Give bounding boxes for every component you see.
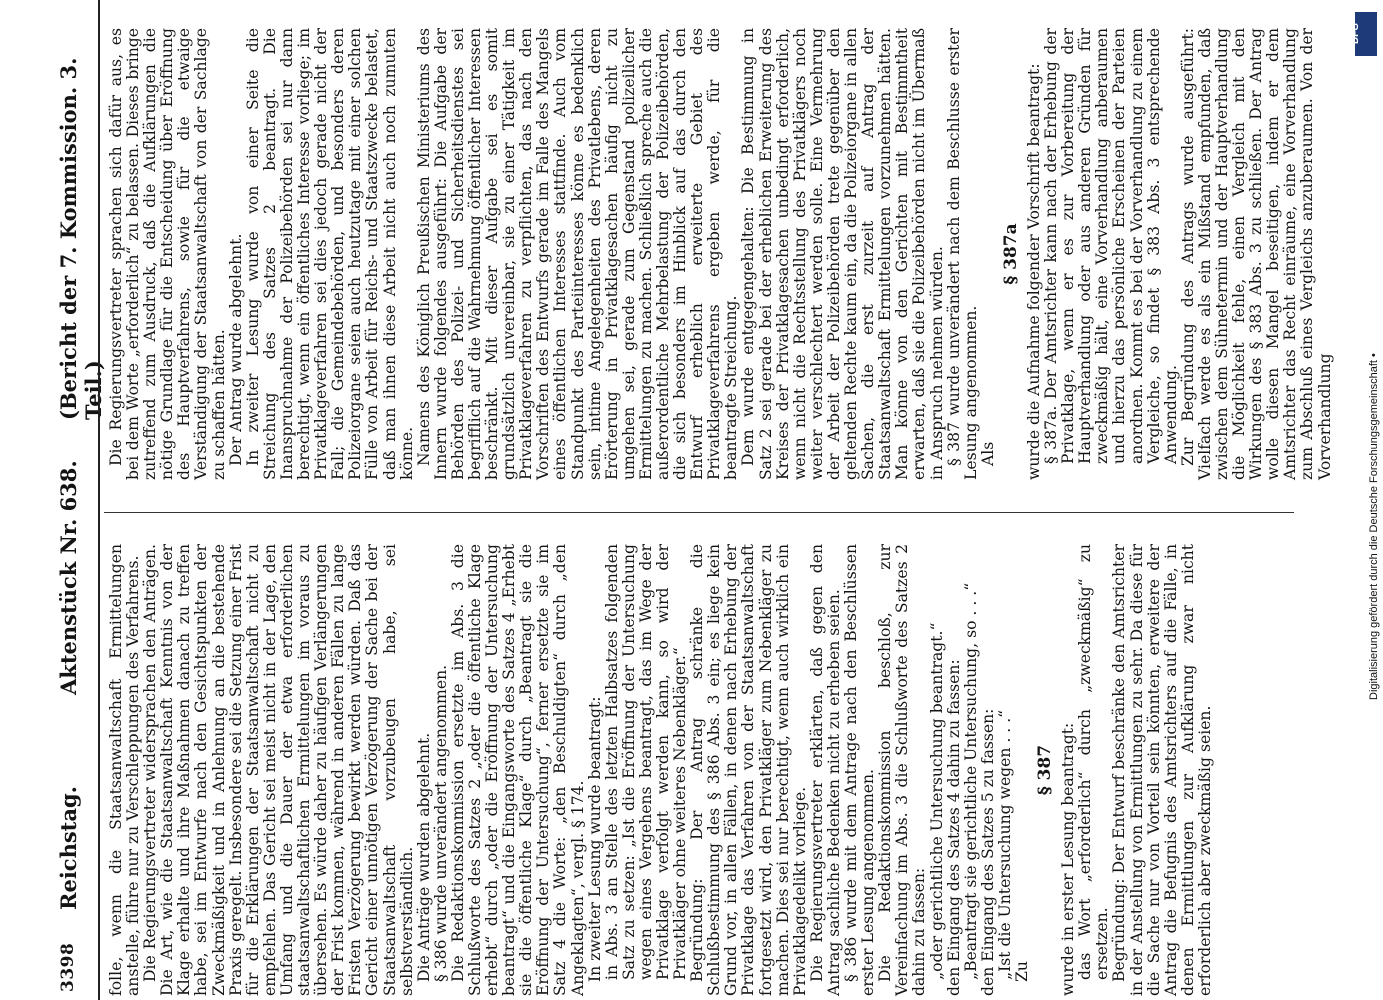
left-column-paragraph: Die Redaktionskommission beschloß, zur Vereinfachung im Abs. 3 die Schlußworte des Satzes 2 dahin zu fassen:	[876, 544, 929, 996]
left-column-paragraph: § 386 wurde mit dem Antrage nach den Beschlüssen erster Lesung angenommen.	[842, 544, 878, 996]
left-column-paragraph: wurde in erster Lesung beantragt:	[1059, 722, 1078, 996]
page-header	[46, 0, 106, 1000]
right-column-paragraph: wurde die Aufnahme folgender Vorschrift beantragt:	[1024, 63, 1043, 480]
left-column-paragraph: „Ist die Untersuchung wegen . . .“	[995, 709, 1014, 980]
left-column-paragraph: Die Regierungsvertreter erklärten, daß gegen den Antrag sachliche Bedenken nicht zu erheben seien.	[807, 544, 843, 996]
left-column-paragraph: Die Anträge wurden abgelehnt.	[414, 732, 433, 982]
digitization-credit: Digitalisierung gefördert durch die Deutsche Forschungsgemeinschaft •	[1368, 353, 1380, 700]
left-column-paragraph: Zu	[1012, 961, 1031, 982]
right-column	[107, 28, 1334, 480]
left-column-paragraph: § 386 wurde unverändert angenommen.	[431, 664, 450, 982]
page-number: 3398	[58, 942, 78, 992]
dfg-logo: DFG	[1355, 12, 1377, 56]
left-column-paragraph: das Wort „erforderlich“ durch „zweckmäßig“ zu ersetzen.	[1076, 544, 1112, 980]
left-column-paragraph: § 387	[1035, 744, 1056, 796]
document-page	[46, 0, 1334, 1000]
left-column-paragraph: Begründung: Der Antrag schränke die Schlußbestimmung des § 386 Abs. 3 ein; es liege kein Grund vor, in allen Fällen, in denen nach Erhebung der Privatklage das Verfahren von der Staatsanwaltschaft fortgesetzt wird, den Privatkläger zum Nebenkläger zu machen. Dies sei nur berechtigt, wenn auch wirklich ein Privatklagedelikt vorliege.	[688, 544, 809, 996]
left-column-paragraph: den Eingang des Satzes 5 zu fassen:	[978, 708, 997, 996]
left-column-paragraph: „oder gerichtliche Untersuchung beantragt.“	[927, 622, 946, 980]
header-title-right: (Bericht der 7. Kommission. 3. Teil.)	[56, 57, 106, 420]
right-column-paragraph: § 387a. Der Amtsrichter kann nach der Erhebung der Privatklage, wenn er es zur Vorbereitung der Hauptverhandlung oder aus anderen Gründen für zweckmäßig hält, eine Vorverhandlung anberaumen und hierzu das persönliche Erscheinen der Parteien anordnen. Kommt es bei der Vorverhandlung zu einem Vergleiche, so findet § 383 Abs. 3 entsprechende Anwendung.	[1042, 28, 1180, 464]
header-rule	[98, 0, 100, 1000]
right-column-paragraph: In zweiter Lesung wurde von einer Seite die Streichung des Satzes 2 beantragt. Die Inanspruchnahme der Polizeibehörden sei nur dann berechtigt, wenn ein öffentliches Interesse vorliege; im Privatklageverfahren sei dies jedoch gerade nicht der Fall; die Gemeindebehörden, und besonders deren Polizeiorgane seien auch heutzutage mit einer solchen Fülle von Arbeit für Reichs- und Staatszwecke belastet, daß man ihnen diese Arbeit nicht auch noch zumuten könne.	[243, 28, 416, 480]
right-column-paragraph: § 387a	[1000, 223, 1021, 285]
left-column	[108, 544, 1298, 996]
header-title-mid: Aktenstück Nr. 638.	[56, 460, 81, 695]
right-column-paragraph: § 387 wurde unverändert nach dem Beschlusse erster Lesung angenommen.	[944, 28, 980, 480]
left-column-paragraph: folle, wenn die Staatsanwaltschaft Ermittelungen anstelle, führe nur zu Verschleppungen des Verfahrens.	[107, 544, 143, 996]
left-column-paragraph: In zweiter Lesung wurde beantragt:	[585, 696, 604, 982]
header-title-left: Reichstag.	[56, 786, 81, 910]
right-column-paragraph: Die Regierungsvertreter sprachen sich dafür aus, es bei dem Worte „erforderlich“ zu belassen. Dieses bringe zutreffend zum Ausdruck, daß die Aufklärungen die nötige Grundlage für die Entscheidung über Eröffnung des Hauptverfahrens, sowie für die etwaige Verständigung der Staatsanwaltschaft von der Sachlage zu schaffen hätten.	[107, 28, 228, 480]
left-column-paragraph: „Beantragt sie gerichtliche Untersuchung, so . . .“	[961, 582, 980, 980]
column-divider	[104, 512, 1294, 513]
right-column-paragraph: Dem wurde entgegengehalten: Die Bestimmung in Satz 2 sei gerade bei der erheblichen Erweiterung des Kreises der Privatklagesachen unbedingt erforderlich, wenn nicht die Rechtsstellung des Privatklägers noch weiter verschlechtert werden solle. Eine Vermehrung der Arbeit der Polizeibehörden trete gegenüber den geltenden Rechte kaum ein, da die Polizeiorgane in allen Sachen, die erst zurzeit auf Antrag der Staatsanwaltschaft Ermittelungen vorzunehmen hätten. Man könne von den Gerichten mit Bestimmtheit erwarten, daß sie die Polizeibehörden nicht im Übermaß in Anspruch nehmen würden.	[739, 28, 946, 480]
right-column-paragraph: Der Antrag wurde abgelehnt.	[226, 233, 245, 466]
left-column-paragraph: den Eingang des Satzes 4 dahin zu fassen:	[944, 659, 963, 996]
right-column-paragraph: Als	[978, 441, 997, 466]
left-column-paragraph: Die Redaktionskommission ersetzte im Abs. 3 die Schlußworte des Satzes 2 „oder die öffentliche Klage erhebt“ durch „oder die Eröffnung der Untersuchung beantragt“ und die Eingangsworte des Satzes 4 „Erhebt sie die öffentliche Klage“ durch „Beantragt sie die Eröffnung der Untersuchung“, ferner ersetzte sie im Satz 4 die Worte: „den Beschuldigten“ durch „den Angeklagten“, vergl. § 174.	[448, 544, 587, 996]
left-column-paragraph: Begründung: Der Entwurf beschränke den Amtsrichter in der Anstellung von Ermittlungen zu sehr. Da diese für die Sache nur von Vorteil sein könnten, erweitere der Antrag die Befugnis des Amtsrichters auf die Fälle, in denen Ermittlungen zur Aufklärung zwar nicht erforderlich aber zweckmäßig seien.	[1110, 544, 1214, 996]
right-column-paragraph: Zur Begründung des Antrags wurde ausgeführt: Vielfach werde es als ein Mißstand empfunden, daß zwischen dem Sühnetermin und der Hauptverhandlung die Möglichkeit fehle, einen Vergleich mit den Wirkungen des § 383 Abs. 3 zu schließen. Der Antrag wolle diesen Mangel beseitigen, indem er dem Amtsrichter das Recht einräume, eine Vorverhandlung zum Abschluß eines Vergleichs anzuberaumen. Von der Vorverhandlung	[1178, 28, 1334, 480]
left-column-paragraph: in Abs. 3 an Stelle des letzten Halbsatzes folgenden Satz zu setzen: „Ist die Eröffnung der Untersuchung wegen eines Vergehens beantragt, das im Wege der Privatklage verfolgt werden kann, so wird der Privatkläger ohne weiteres Nebenkläger.“	[602, 544, 690, 980]
right-column-paragraph: Namens des Königlich Preußischen Ministeriums des Innern wurde folgendes ausgeführt: Die Aufgabe der Behörden des Polizei- und Sicherheitsdienstes sei begrifflich auf die Wahrnehmung öffentlicher Interessen beschränkt. Mit dieser Aufgabe sei es somit grundsätzlich unvereinbar, sie zu einer Tätigkeit im Privatklageverfahren zu verpflichten, das nach den Vorschriften des Entwurfs gerade im Falle des Mangels eines öffentlichen Interesses stattfinde. Auch vom Standpunkt des Parteiinteresses könne es bedenklich sein, intime Angelegenheiten des Privatlebens, deren Erörterung in Privatklagesachen häufig nicht zu umgehen sei, gerade zum Gegenstand polizeilicher Ermittelungen zu machen. Schließlich spreche auch die außerordentliche Mehrbelastung der Polizeibehörden, die sich besonders im Hinblick auf das durch den Entwurf erheblich erweiterte Gebiet des Privatklageverfahrens ergeben werde, für die beantragte Streichung.	[414, 28, 741, 480]
left-column-paragraph: Die Regierungsvertreter widersprachen den Anträgen. Die Art, wie die Staatsanwaltschaft Kenntnis von der Klage erhalte und ihre Maßnahmen danach zu treffen habe, sei im Entwurfe nach den Gesichtspunkten der Zweckmäßigkeit und in Anlehnung an die bestehende Praxis geregelt. Insbesondere sei die Setzung einer Frist für die Erklärungen der Staatsanwaltschaft nicht zu empfehlen. Das Gericht sei meist nicht in der Lage, den Umfang und die Dauer der etwa erforderlichen staatsanwaltschaftlichen Ermittelungen im voraus zu übersehen. Es würde daher zu häufigen Verlängerungen der Frist kommen, während in anderen Fällen zu lange Fristen Verzögerung bewirkt werden würden. Daß das Gericht einer unnötigen Verzögerung der Sache bei der Staatsanwaltschaft vorzubeugen habe, sei selbstverständlich.	[141, 544, 416, 996]
